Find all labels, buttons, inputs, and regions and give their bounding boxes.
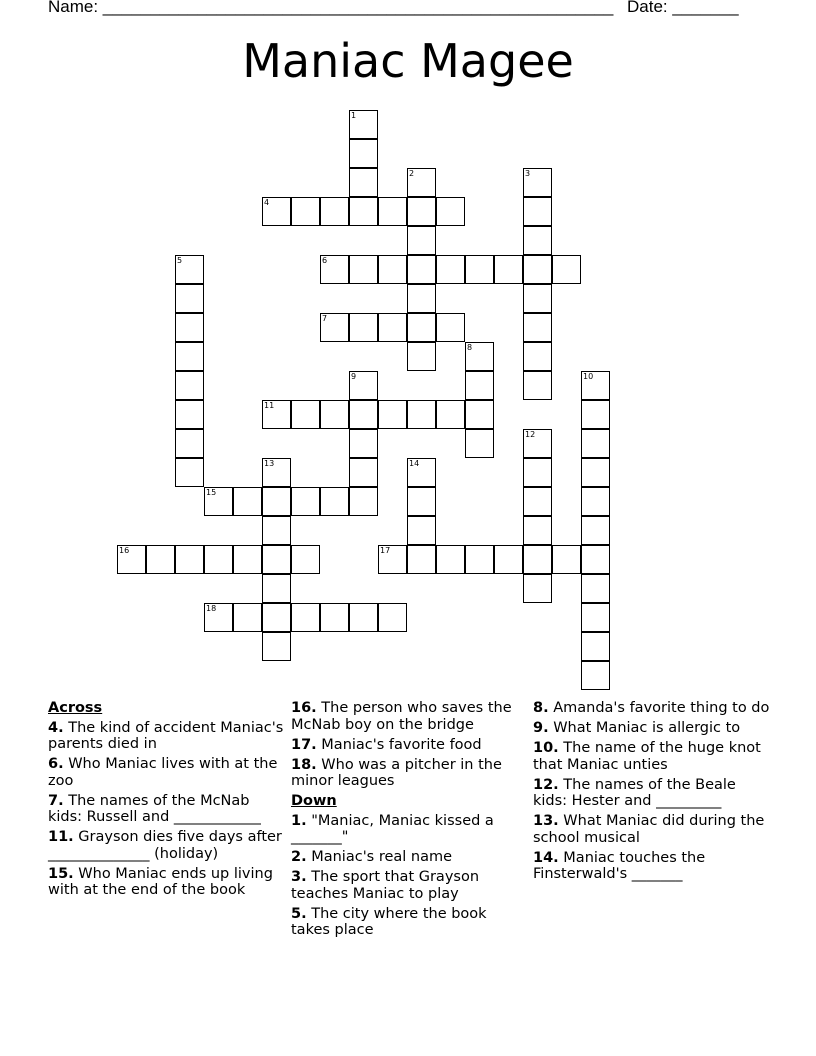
crossword-cell[interactable] <box>523 429 552 458</box>
crossword-cell[interactable] <box>378 545 407 574</box>
crossword-cell[interactable] <box>262 516 291 545</box>
crossword-cell[interactable] <box>349 197 378 226</box>
crossword-cell[interactable] <box>175 371 204 400</box>
crossword-cell[interactable] <box>320 313 349 342</box>
crossword-cell[interactable] <box>262 400 291 429</box>
crossword-cell[interactable] <box>581 603 610 632</box>
clue-number-label: 5 <box>177 256 183 265</box>
clue-number: 16. <box>291 700 317 716</box>
crossword-cell[interactable] <box>175 458 204 487</box>
crossword-cell[interactable] <box>581 516 610 545</box>
clue-number: 14. <box>533 849 559 866</box>
crossword-cell[interactable] <box>436 197 465 226</box>
crossword-cell[interactable] <box>465 255 494 284</box>
crossword-cell[interactable] <box>407 400 436 429</box>
crossword-cell[interactable] <box>262 487 291 516</box>
crossword-cell[interactable] <box>175 255 204 284</box>
clue-number-label: 14 <box>409 459 420 468</box>
clue-number-label: 12 <box>525 430 536 439</box>
crossword-cell[interactable] <box>523 545 552 574</box>
crossword-cell[interactable] <box>291 197 320 226</box>
clue-item <box>533 813 773 846</box>
crossword-cell[interactable] <box>523 458 552 487</box>
clue-number: 12. <box>533 776 559 793</box>
crossword-cell[interactable] <box>378 603 407 632</box>
clue-number: 9. <box>533 720 549 736</box>
crossword-cell[interactable] <box>523 516 552 545</box>
crossword-cell[interactable] <box>204 487 233 516</box>
clue-item <box>48 793 286 826</box>
crossword-cell[interactable] <box>320 487 349 516</box>
crossword-cell[interactable] <box>581 545 610 574</box>
crossword-cell[interactable] <box>378 197 407 226</box>
clue-item <box>533 740 773 773</box>
crossword-cell[interactable] <box>378 400 407 429</box>
clue-text: "Maniac, Maniac kissed a _______" <box>291 812 494 845</box>
clue-number-label: 4 <box>264 198 270 207</box>
crossword-cell[interactable] <box>523 168 552 197</box>
crossword-cell[interactable] <box>523 284 552 313</box>
crossword-cell[interactable] <box>291 400 320 429</box>
clue-number: 13. <box>533 813 559 829</box>
crossword-cell[interactable] <box>407 516 436 545</box>
crossword-cell[interactable] <box>320 400 349 429</box>
crossword-cell[interactable] <box>204 603 233 632</box>
clue-number-label: 6 <box>322 256 328 265</box>
down-heading: Down <box>291 793 337 809</box>
crossword-cell[interactable] <box>465 400 494 429</box>
clue-number: 1. <box>291 812 307 829</box>
clue-item <box>291 700 529 733</box>
crossword-cell[interactable] <box>494 545 523 574</box>
crossword-cell[interactable] <box>407 255 436 284</box>
crossword-cell[interactable] <box>349 139 378 168</box>
crossword-cell[interactable] <box>407 458 436 487</box>
clue-number-label: 13 <box>264 459 275 468</box>
crossword-cell[interactable] <box>349 110 378 139</box>
crossword-cell[interactable] <box>378 313 407 342</box>
clue-number-label: 2 <box>409 169 415 178</box>
crossword-cell[interactable] <box>581 371 610 400</box>
crossword-cell[interactable] <box>465 342 494 371</box>
crossword-cell[interactable] <box>494 255 523 284</box>
clue-text: What Maniac is allergic to <box>548 720 741 736</box>
crossword-cell[interactable] <box>523 342 552 371</box>
clue-item <box>48 866 286 899</box>
clue-item <box>533 700 773 717</box>
crossword-cell[interactable] <box>291 603 320 632</box>
crossword-cell[interactable] <box>523 197 552 226</box>
clue-item <box>291 813 529 846</box>
crossword-cell[interactable] <box>436 255 465 284</box>
crossword-cell[interactable] <box>581 458 610 487</box>
clue-number-label: 9 <box>351 372 357 381</box>
crossword-cell[interactable] <box>407 313 436 342</box>
crossword-cell[interactable] <box>378 255 407 284</box>
crossword-cell[interactable] <box>436 545 465 574</box>
crossword-cell[interactable] <box>349 603 378 632</box>
crossword-cell[interactable] <box>523 313 552 342</box>
crossword-cell[interactable] <box>233 487 262 516</box>
clue-number: 15. <box>48 865 74 882</box>
crossword-cell[interactable] <box>175 284 204 313</box>
across-heading: Across <box>48 700 103 716</box>
clue-number: 3. <box>291 869 307 885</box>
crossword-cell[interactable] <box>291 487 320 516</box>
clue-number: 17. <box>291 736 317 753</box>
crossword-cell[interactable] <box>117 545 146 574</box>
crossword-cell[interactable] <box>436 400 465 429</box>
clues-column-1 <box>48 700 286 902</box>
crossword-cell[interactable] <box>581 429 610 458</box>
crossword-cell[interactable] <box>465 371 494 400</box>
clue-number-label: 16 <box>119 546 130 555</box>
clue-item <box>291 757 529 790</box>
clue-text: The city where the book takes place <box>291 905 487 938</box>
clue-text: The sport that Grayson teaches Maniac to play <box>291 869 480 902</box>
crossword-cell[interactable] <box>407 545 436 574</box>
crossword-cell[interactable] <box>552 545 581 574</box>
clue-item <box>533 777 773 810</box>
clue-text: The kind of accident Maniac's parents died in <box>48 719 284 752</box>
clue-item <box>291 737 529 754</box>
clue-number-label: 11 <box>264 401 275 410</box>
crossword-cell[interactable] <box>581 574 610 603</box>
clue-item <box>48 829 286 862</box>
crossword-cell[interactable] <box>320 255 349 284</box>
crossword-cell[interactable] <box>581 487 610 516</box>
crossword-cell[interactable] <box>407 487 436 516</box>
crossword-cell[interactable] <box>581 400 610 429</box>
clue-number: 4. <box>48 719 64 736</box>
crossword-cell[interactable] <box>233 545 262 574</box>
clue-text: The names of the Beale kids: Hester and _________ <box>533 776 736 809</box>
clue-number: 7. <box>48 792 64 809</box>
name-field-label: Name: ______________________________________________________ <box>48 0 614 16</box>
crossword-cell[interactable] <box>523 487 552 516</box>
clue-number: 10. <box>533 740 559 756</box>
crossword-cell[interactable] <box>523 371 552 400</box>
crossword-cell[interactable] <box>523 226 552 255</box>
crossword-cell[interactable] <box>349 313 378 342</box>
clue-text: Amanda's favorite thing to do <box>548 700 770 716</box>
crossword-cell[interactable] <box>262 603 291 632</box>
crossword-cell[interactable] <box>262 545 291 574</box>
crossword-cell[interactable] <box>349 487 378 516</box>
crossword-cell[interactable] <box>175 313 204 342</box>
crossword-cell[interactable] <box>175 429 204 458</box>
crossword-cell[interactable] <box>523 255 552 284</box>
crossword-cell[interactable] <box>262 197 291 226</box>
crossword-cell[interactable] <box>233 603 262 632</box>
clue-item <box>48 720 286 753</box>
clue-text: Maniac touches the Finsterwald's _______ <box>533 849 706 882</box>
clue-number-label: 1 <box>351 111 357 120</box>
clue-item <box>533 720 773 737</box>
clue-text: Maniac's favorite food <box>316 736 482 753</box>
clues-column-3 <box>533 700 773 886</box>
clue-number: 18. <box>291 756 317 773</box>
crossword-cell[interactable] <box>262 574 291 603</box>
crossword-cell[interactable] <box>407 197 436 226</box>
clue-text: Grayson dies five days after ______________ (holiday) <box>48 829 282 862</box>
clue-number-label: 7 <box>322 314 328 323</box>
clue-text: Who Maniac lives with at the zoo <box>48 756 278 789</box>
crossword-cell[interactable] <box>407 226 436 255</box>
clue-number-label: 3 <box>525 169 531 178</box>
crossword-cell[interactable] <box>291 545 320 574</box>
clue-item <box>48 756 286 789</box>
crossword-cell[interactable] <box>262 458 291 487</box>
clue-item <box>533 850 773 883</box>
clue-number: 11. <box>48 829 74 845</box>
crossword-cell[interactable] <box>175 400 204 429</box>
clue-item <box>291 906 529 939</box>
crossword-cell[interactable] <box>407 284 436 313</box>
clue-number: 8. <box>533 700 549 716</box>
crossword-cell[interactable] <box>552 255 581 284</box>
crossword-cell[interactable] <box>262 632 291 661</box>
clue-item <box>291 849 529 866</box>
crossword-cell[interactable] <box>175 342 204 371</box>
crossword-cell[interactable] <box>204 545 233 574</box>
crossword-cell[interactable] <box>349 458 378 487</box>
clue-number: 2. <box>291 849 307 865</box>
crossword-cell[interactable] <box>465 545 494 574</box>
crossword-cell[interactable] <box>349 400 378 429</box>
clue-text: The person who saves the McNab boy on the bridge <box>291 700 512 733</box>
crossword-cell[interactable] <box>581 632 610 661</box>
clue-number-label: 8 <box>467 343 473 352</box>
crossword-cell[interactable] <box>349 371 378 400</box>
date-field-label: Date: _______ <box>627 0 739 16</box>
clue-number-label: 18 <box>206 604 217 613</box>
clue-number-label: 10 <box>583 372 594 381</box>
crossword-cell[interactable] <box>523 574 552 603</box>
clue-text: What Maniac did during the school musical <box>533 813 765 846</box>
crossword-cell[interactable] <box>349 429 378 458</box>
clue-number: 6. <box>48 756 64 772</box>
clue-text: Who Maniac ends up living with at the end of the book <box>48 865 273 898</box>
crossword-cell[interactable] <box>320 603 349 632</box>
crossword-cell[interactable] <box>349 168 378 197</box>
clue-number: 5. <box>291 905 307 922</box>
crossword-cell[interactable] <box>407 168 436 197</box>
crossword-cell[interactable] <box>349 255 378 284</box>
crossword-cell[interactable] <box>436 313 465 342</box>
crossword-cell[interactable] <box>407 342 436 371</box>
clue-text: The names of the McNab kids: Russell and ____________ <box>48 792 261 825</box>
clue-item <box>291 869 529 902</box>
crossword-cell[interactable] <box>465 429 494 458</box>
clue-text: Who was a pitcher in the minor leagues <box>291 756 502 789</box>
clue-text: The name of the huge knot that Maniac unties <box>533 740 761 773</box>
clue-number-label: 15 <box>206 488 217 497</box>
crossword-cell[interactable] <box>146 545 175 574</box>
page-title: Maniac Magee <box>242 34 574 88</box>
crossword-cell[interactable] <box>320 197 349 226</box>
clue-number-label: 17 <box>380 546 391 555</box>
crossword-cell[interactable] <box>581 661 610 690</box>
clue-text: Maniac's real name <box>306 849 453 865</box>
clues-column-2 <box>291 700 529 942</box>
crossword-cell[interactable] <box>175 545 204 574</box>
